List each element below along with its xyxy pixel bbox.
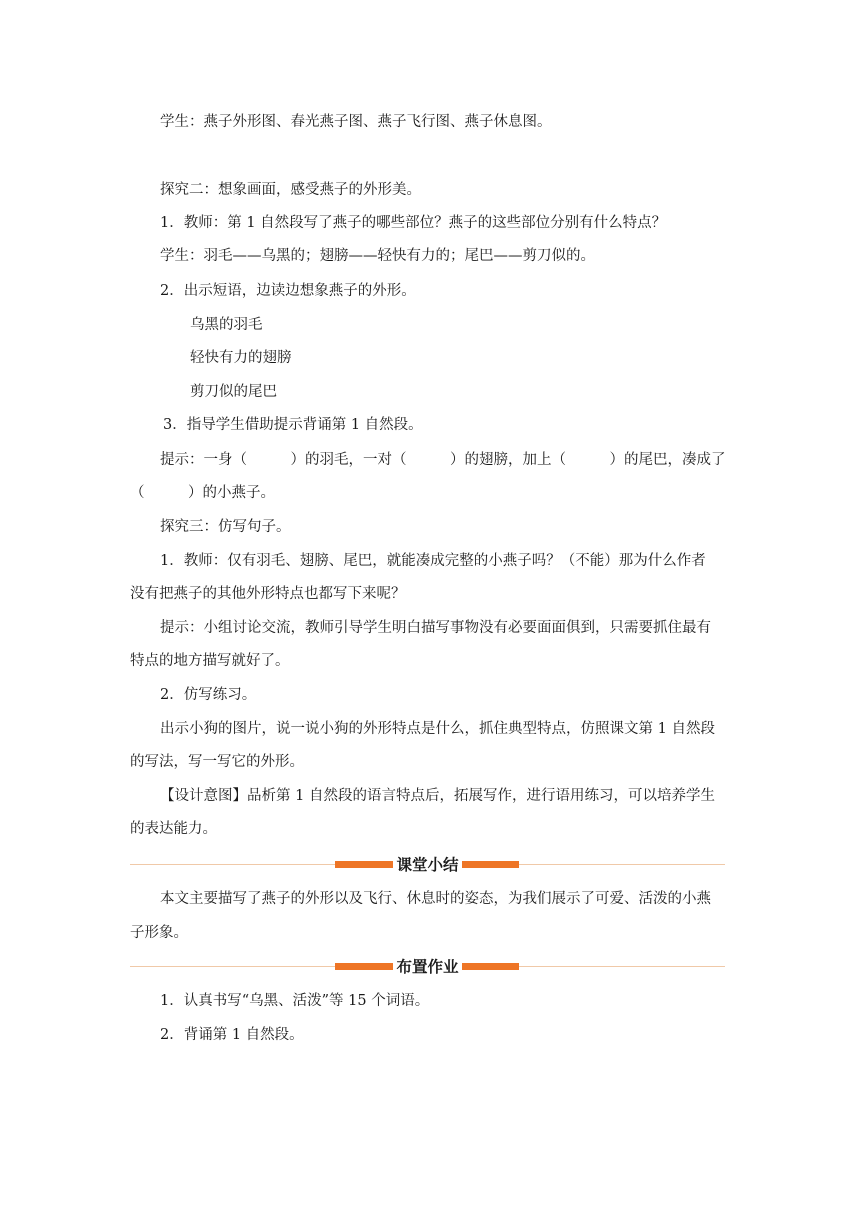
- homework-item-2: 2．背诵第 1 自然段。: [160, 1027, 304, 1043]
- paragraph-teacher-question-2b: 没有把燕子的其他外形特点也都写下来呢？: [130, 586, 406, 602]
- paragraph-hint-fill-blank-2: （ ）的小燕子。: [130, 485, 275, 501]
- heading-explore-two: 探究二：想象画面，感受燕子的外形美。: [160, 182, 421, 198]
- paragraph-guide-recite: 3．指导学生借助提示背诵第 1 自然段。: [163, 417, 423, 433]
- section-title-homework: 布置作业: [393, 956, 462, 978]
- paragraph-hint-fill-blank-1: 提示：一身（ ）的羽毛，一对（ ）的翅膀，加上（ ）的尾巴，凑成了: [160, 452, 726, 468]
- paragraph-imitation-practice: 2．仿写练习。: [160, 687, 257, 703]
- accent-bar-left: [335, 861, 393, 868]
- paragraph-students-materials: 学生：燕子外形图、春光燕子图、燕子飞行图、燕子休息图。: [160, 114, 552, 130]
- section-header-summary: [130, 854, 725, 876]
- section-title-summary: 课堂小结: [393, 854, 462, 876]
- accent-bar-right: [462, 963, 519, 970]
- paragraph-design-intent-b: 的表达能力。: [130, 821, 217, 837]
- homework-item-1: 1．认真书写“乌黑、活泼”等 15 个词语。: [160, 993, 430, 1009]
- paragraph-show-phrases: 2．出示短语，边读边想象燕子的外形。: [160, 283, 416, 299]
- paragraph-summary-a: 本文主要描写了燕子的外形以及飞行、休息时的姿态，为我们展示了可爱、活泼的小燕: [160, 891, 711, 907]
- paragraph-puppy-b: 的写法，写一写它的外形。: [130, 754, 304, 770]
- paragraph-hint-discussion-b: 特点的地方描写就好了。: [130, 653, 290, 669]
- heading-explore-three: 探究三：仿写句子。: [160, 519, 291, 535]
- section-header-homework: [130, 956, 725, 978]
- paragraph-hint-discussion-a: 提示：小组讨论交流，教师引导学生明白描写事物没有必要面面俱到，只需要抓住最有: [160, 620, 711, 636]
- accent-bar-left: [335, 963, 393, 970]
- accent-bar-right: [462, 861, 519, 868]
- paragraph-teacher-question-1: 1．教师：第 1 自然段写了燕子的哪些部位？燕子的这些部位分别有什么特点？: [160, 215, 667, 231]
- phrase-light-wings: 轻快有力的翅膀: [190, 350, 292, 366]
- paragraph-student-answer: 学生：羽毛——乌黑的；翅膀——轻快有力的；尾巴——剪刀似的。: [160, 248, 595, 264]
- paragraph-puppy-a: 出示小狗的图片，说一说小狗的外形特点是什么，抓住典型特点，仿照课文第 1 自然段: [160, 721, 715, 737]
- phrase-scissor-tail: 剪刀似的尾巴: [190, 384, 277, 400]
- phrase-black-feathers: 乌黑的羽毛: [190, 317, 263, 333]
- paragraph-teacher-question-2a: 1．教师：仅有羽毛、翅膀、尾巴，就能凑成完整的小燕子吗？（不能）那为什么作者: [160, 553, 706, 569]
- paragraph-design-intent-a: 【设计意图】品析第 1 自然段的语言特点后，拓展写作，进行语用练习，可以培养学生: [160, 788, 715, 804]
- paragraph-summary-b: 子形象。: [130, 925, 188, 941]
